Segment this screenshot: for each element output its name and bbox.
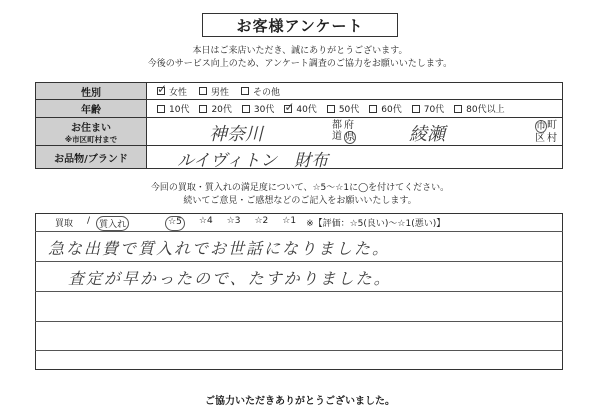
survey-form bbox=[35, 82, 563, 169]
checkbox[interactable] bbox=[241, 87, 249, 95]
checkbox-checked[interactable] bbox=[157, 87, 165, 95]
checkbox[interactable] bbox=[199, 87, 207, 95]
intro-line-2: 今後のサービス向上のため、アンケート調査のご協力をお願いいたします。 bbox=[147, 59, 453, 69]
instruction-line-2: 続いてご意見・ご感想などのご記入をお願いいたします。 bbox=[183, 196, 417, 206]
rating-star-2[interactable]: ☆2 bbox=[254, 216, 269, 226]
city-suffix-circled: 市 bbox=[536, 121, 546, 132]
ruled-line bbox=[35, 350, 563, 351]
intro-line-1: 本日はご来店いただき、誠にありがとうございます。 bbox=[192, 46, 408, 56]
rating-star-3[interactable]: ☆3 bbox=[226, 216, 241, 226]
age-option[interactable]: 30代 bbox=[242, 102, 274, 115]
age-option[interactable]: 20代 bbox=[199, 102, 231, 115]
age-option[interactable]: 70代 bbox=[412, 102, 444, 115]
age-option[interactable]: 10代 bbox=[157, 102, 189, 115]
rating-instructions bbox=[0, 182, 600, 208]
address-label-text: お住まい bbox=[71, 122, 111, 134]
rating-type-pawn-circled[interactable]: 質入れ bbox=[96, 216, 129, 231]
ruled-line bbox=[35, 231, 563, 232]
rating-bar bbox=[55, 216, 445, 231]
age-option[interactable]: 80代以上 bbox=[454, 102, 504, 115]
address-row bbox=[36, 118, 562, 146]
item-handwritten: ルイヴィトン 財布 bbox=[177, 151, 329, 171]
age-option[interactable]: 50代 bbox=[327, 102, 359, 115]
ruled-line bbox=[35, 291, 563, 292]
instruction-line-1: 今回の買取・質入れの満足度について、☆5〜☆1に◯を付けてください。 bbox=[150, 183, 450, 193]
gender-option-other[interactable]: その他 bbox=[241, 85, 280, 98]
page-title: お客様アンケート bbox=[236, 16, 364, 35]
rating-star-1[interactable]: ☆1 bbox=[282, 216, 297, 226]
item-label: お品物/ブランド bbox=[36, 146, 147, 168]
title-box bbox=[202, 13, 398, 37]
age-option[interactable]: 60代 bbox=[369, 102, 401, 115]
rating-legend: ※【評価：☆5(良い)〜☆1(悪い)】 bbox=[306, 219, 446, 229]
thank-you-footer: ご協力いただきありがとうございました。 bbox=[205, 396, 395, 407]
item-row bbox=[36, 146, 562, 171]
checkbox[interactable] bbox=[369, 105, 377, 113]
gender-row bbox=[36, 83, 562, 100]
prefecture-suffix: 都 府 道 県 bbox=[332, 120, 355, 143]
rating-type-purchase[interactable]: 買取 bbox=[55, 219, 74, 229]
prefecture-suffix-circled: 県 bbox=[345, 132, 355, 143]
comment-line-1: 急な出費で質入れでお世話になりました。 bbox=[48, 239, 391, 258]
comment-line-2: 査定が早かったので、たすかりました。 bbox=[68, 269, 392, 288]
item-cell[interactable] bbox=[147, 146, 562, 171]
address-label bbox=[36, 118, 147, 145]
checkbox-checked[interactable] bbox=[284, 105, 292, 113]
checkbox[interactable] bbox=[199, 105, 207, 113]
gender-option-male[interactable]: 男性 bbox=[199, 85, 229, 98]
checkbox[interactable] bbox=[327, 105, 335, 113]
checkbox[interactable] bbox=[412, 105, 420, 113]
rating-star-4[interactable]: ☆4 bbox=[198, 216, 213, 226]
age-row bbox=[36, 100, 562, 118]
age-label: 年齢 bbox=[36, 100, 147, 117]
gender-option-female[interactable]: ✓ 女性 bbox=[157, 85, 187, 98]
address-sublabel: ※市区町村まで bbox=[64, 134, 118, 144]
checkbox[interactable] bbox=[157, 105, 165, 113]
intro-text bbox=[0, 45, 600, 71]
prefecture-handwritten: 神奈川 bbox=[209, 124, 263, 145]
gender-label: 性別 bbox=[36, 83, 147, 99]
city-suffix: 市 町 区 村 bbox=[535, 120, 557, 144]
rating-type-separator: / bbox=[87, 216, 91, 226]
address-cell[interactable] bbox=[147, 118, 562, 145]
ruled-line bbox=[35, 321, 563, 322]
gender-options bbox=[147, 83, 562, 99]
checkbox[interactable] bbox=[454, 105, 462, 113]
age-option-checked[interactable]: ✓ 40代 bbox=[284, 102, 316, 115]
city-handwritten: 綾瀬 bbox=[409, 124, 445, 145]
age-options bbox=[147, 100, 562, 117]
ruled-line bbox=[35, 261, 563, 262]
checkbox[interactable] bbox=[242, 105, 250, 113]
rating-star-5-circled[interactable]: ☆5 bbox=[165, 216, 185, 231]
